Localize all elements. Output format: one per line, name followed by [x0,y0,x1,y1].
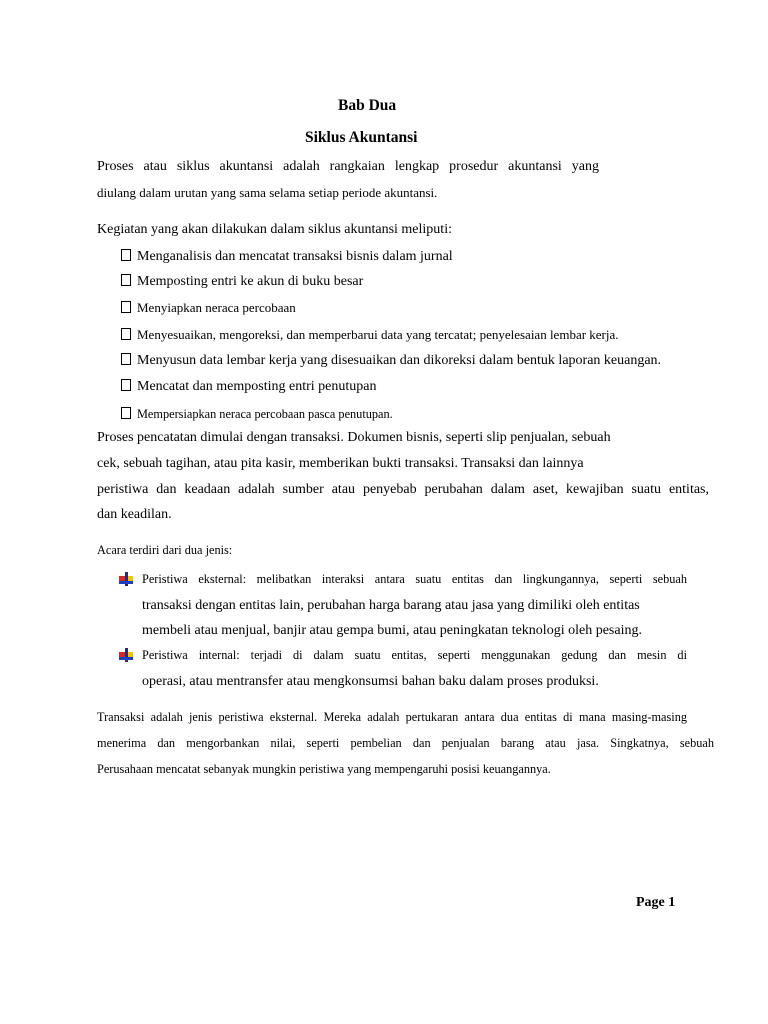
activity-item [121,353,661,368]
activity-item [121,249,453,264]
checkbox-glyph-icon [121,407,131,419]
activity-text: Menyesuaikan, mengoreksi, dan memperbarui data yang tercatat; penyelesaian lembar kerja. [137,327,619,342]
activity-item [121,407,393,420]
checkbox-glyph-icon [121,249,131,261]
process-line: Proses pencatatan dimulai dengan transaksi. Dokumen bisnis, seperti slip penjualan, sebuah [97,430,611,445]
closing-line: menerima dan mengorbankan nilai, seperti pembelian dan penjualan barang atau jasa. Singkatnya, sebuah [97,736,714,750]
activity-item [121,328,619,341]
process-line: dan keadilan. [97,507,172,522]
page-title: Siklus Akuntansi [305,129,418,146]
activity-text: Mencatat dan memposting entri penutupan [137,379,377,394]
checkbox-glyph-icon [121,328,131,340]
intro-line-1: Proses atau siklus akuntansi adalah rangkaian lengkap prosedur akuntansi yang [97,159,599,174]
checkbox-glyph-icon [121,379,131,391]
closing-line: Perusahaan mencatat sebanyak mungkin peristiwa yang mempengaruhi posisi keuangannya. [97,762,551,776]
activity-item [121,379,377,394]
external-event-line: transaksi dengan entitas lain, perubahan harga barang atau jasa yang dimiliki oleh entitas [142,598,640,613]
activity-text: Mempersiapkan neraca percobaan pasca penutupan. [137,407,393,421]
process-line: cek, sebuah tagihan, atau pita kasir, memberikan bukti transaksi. Transaksi dan lainnya [97,456,584,471]
activity-text: Menganalisis dan mencatat transaksi bisnis dalam jurnal [137,249,453,264]
activity-text: Menyiapkan neraca percobaan [137,300,296,315]
internal-event-line: Peristiwa internal: terjadi di dalam suatu entitas, seperti menggunakan gedung dan mesin di [142,648,687,662]
activity-item [121,301,296,314]
checkbox-glyph-icon [121,301,131,313]
activity-text: Menyusun data lembar kerja yang disesuaikan dan dikoreksi dalam bentuk laporan keuangan. [137,353,662,368]
events-lead: Acara terdiri dari dua jenis: [97,543,233,557]
flag-bullet-icon [119,572,133,586]
process-line: peristiwa dan keadaan adalah sumber atau penyebab perubahan dalam aset, kewajiban suatu entitas, [97,482,709,497]
checkbox-glyph-icon [121,274,131,286]
internal-event-line: operasi, atau mentransfer atau mengkonsumsi bahan baku dalam proses produksi. [142,674,599,689]
page-number: Page 1 [636,895,676,910]
activities-lead: Kegiatan yang akan dilakukan dalam siklus akuntansi meliputi: [97,222,452,237]
external-event-line: membeli atau menjual, banjir atau gempa bumi, atau peningkatan teknologi oleh pesaing. [142,623,642,638]
chapter-heading: Bab Dua [338,97,397,114]
flag-bullet-icon [119,648,133,662]
activity-item [121,274,363,289]
closing-line: Transaksi adalah jenis peristiwa eksternal. Mereka adalah pertukaran antara dua entitas di mana masing-masing [97,710,687,724]
external-event-line: Peristiwa eksternal: melibatkan interaksi antara suatu entitas dan lingkungannya, seperti sebuah [142,572,687,586]
checkbox-glyph-icon [121,353,131,365]
intro-line-2: diulang dalam urutan yang sama selama setiap periode akuntansi. [97,185,438,200]
activity-text: Memposting entri ke akun di buku besar [137,274,364,289]
